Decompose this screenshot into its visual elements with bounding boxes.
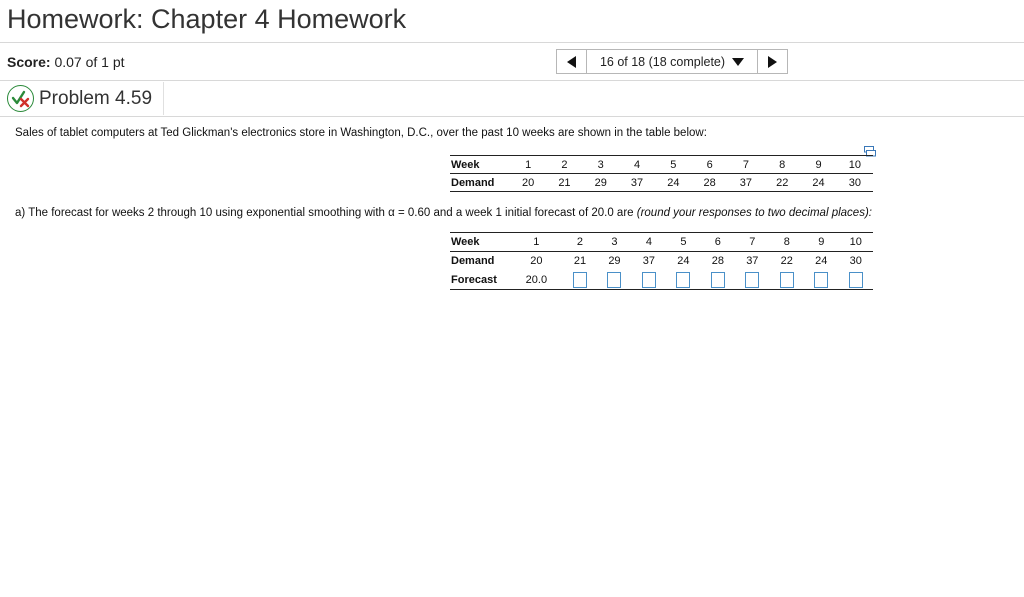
copy-data-icon[interactable] <box>864 144 876 155</box>
previous-question-button[interactable] <box>556 49 587 74</box>
table-cell: 24 <box>666 252 700 271</box>
score-display <box>7 54 125 70</box>
table-cell: 5 <box>655 156 691 174</box>
divider <box>0 80 1024 81</box>
table-cell: 7 <box>735 233 769 252</box>
demand-header: Demand <box>450 252 510 271</box>
problem-intro-text: Sales of tablet computers at Ted Glickman's electronics store in Washington, D.C., over the past 10 weeks are shown in the table below: <box>15 127 707 139</box>
forecast-cell <box>666 271 700 290</box>
table-row <box>450 156 873 174</box>
table-cell: 37 <box>735 252 769 271</box>
table-cell: 21 <box>546 174 582 192</box>
forecast-cell <box>838 271 873 290</box>
table-cell: 6 <box>701 233 735 252</box>
table-cell: 29 <box>583 174 619 192</box>
table-cell: 1 <box>510 156 546 174</box>
forecast-cell <box>563 271 597 290</box>
table-cell: 20 <box>510 252 563 271</box>
sales-data-table <box>450 155 873 192</box>
table-cell: 20.0 <box>510 271 563 290</box>
table-cell: 5 <box>666 233 700 252</box>
question-select-dropdown[interactable] <box>587 49 757 74</box>
forecast-input-week-10[interactable] <box>849 272 863 288</box>
table-row <box>450 252 873 271</box>
table-cell: 10 <box>838 233 873 252</box>
table-cell: 3 <box>583 156 619 174</box>
table-cell: 22 <box>764 174 800 192</box>
forecast-cell <box>597 271 631 290</box>
forecast-input-week-4[interactable] <box>642 272 656 288</box>
table-cell: 24 <box>804 252 838 271</box>
next-question-button[interactable] <box>757 49 788 74</box>
forecast-input-week-6[interactable] <box>711 272 725 288</box>
triangle-left-icon <box>567 56 576 68</box>
forecast-cell <box>632 271 666 290</box>
forecast-header: Forecast <box>450 271 510 290</box>
divider <box>0 116 1024 117</box>
partial-credit-icon <box>7 85 34 112</box>
forecast-cell <box>701 271 735 290</box>
problem-title: Problem 4.59 <box>39 87 153 109</box>
table-cell: 29 <box>597 252 631 271</box>
table-cell: 2 <box>563 233 597 252</box>
table-cell: 30 <box>837 174 873 192</box>
triangle-right-icon <box>768 56 777 68</box>
table-cell: 37 <box>619 174 655 192</box>
table-cell: 24 <box>800 174 836 192</box>
table-cell: 8 <box>770 233 804 252</box>
table-cell: 9 <box>804 233 838 252</box>
table-cell: 21 <box>563 252 597 271</box>
table-cell: 28 <box>691 174 727 192</box>
forecast-table <box>450 232 873 290</box>
table-row <box>450 174 873 192</box>
question-navigator <box>556 49 788 74</box>
part-a-text: a) The forecast for weeks 2 through 10 using exponential smoothing with α = 0.60 and a week 1 initial forecast of 20.0 are <box>15 207 637 219</box>
demand-header: Demand <box>450 174 510 192</box>
table-cell: 28 <box>701 252 735 271</box>
table-cell: 9 <box>800 156 836 174</box>
table-cell: 4 <box>632 233 666 252</box>
table-cell: 10 <box>837 156 873 174</box>
table-row <box>450 233 873 252</box>
table-cell: 37 <box>632 252 666 271</box>
part-a-instruction: (round your responses to two decimal places): <box>636 207 872 219</box>
forecast-input-week-8[interactable] <box>780 272 794 288</box>
triangle-down-icon <box>732 58 744 66</box>
table-cell: 22 <box>770 252 804 271</box>
forecast-cell <box>770 271 804 290</box>
forecast-cell <box>735 271 769 290</box>
table-cell: 8 <box>764 156 800 174</box>
table-cell: 2 <box>546 156 582 174</box>
table-cell: 37 <box>728 174 764 192</box>
table-cell: 1 <box>510 233 563 252</box>
forecast-input-week-5[interactable] <box>676 272 690 288</box>
divider <box>0 42 1024 43</box>
week-header: Week <box>450 233 510 252</box>
page-title: Homework: Chapter 4 Homework <box>7 4 407 34</box>
forecast-input-week-7[interactable] <box>745 272 759 288</box>
table-cell: 7 <box>728 156 764 174</box>
forecast-input-week-9[interactable] <box>814 272 828 288</box>
table-cell: 20 <box>510 174 546 192</box>
table-cell: 3 <box>597 233 631 252</box>
part-a-question <box>15 207 872 219</box>
forecast-cell <box>804 271 838 290</box>
table-row <box>450 271 873 290</box>
table-cell: 24 <box>655 174 691 192</box>
question-position: 16 of 18 (18 complete) <box>599 54 726 69</box>
table-cell: 30 <box>838 252 873 271</box>
problem-header <box>3 82 164 115</box>
score-value: 0.07 of 1 pt <box>54 54 125 70</box>
week-header: Week <box>450 156 510 174</box>
table-cell: 4 <box>619 156 655 174</box>
table-cell: 6 <box>691 156 727 174</box>
forecast-input-week-3[interactable] <box>607 272 621 288</box>
forecast-input-week-2[interactable] <box>573 272 587 288</box>
score-label: Score: <box>7 54 51 70</box>
